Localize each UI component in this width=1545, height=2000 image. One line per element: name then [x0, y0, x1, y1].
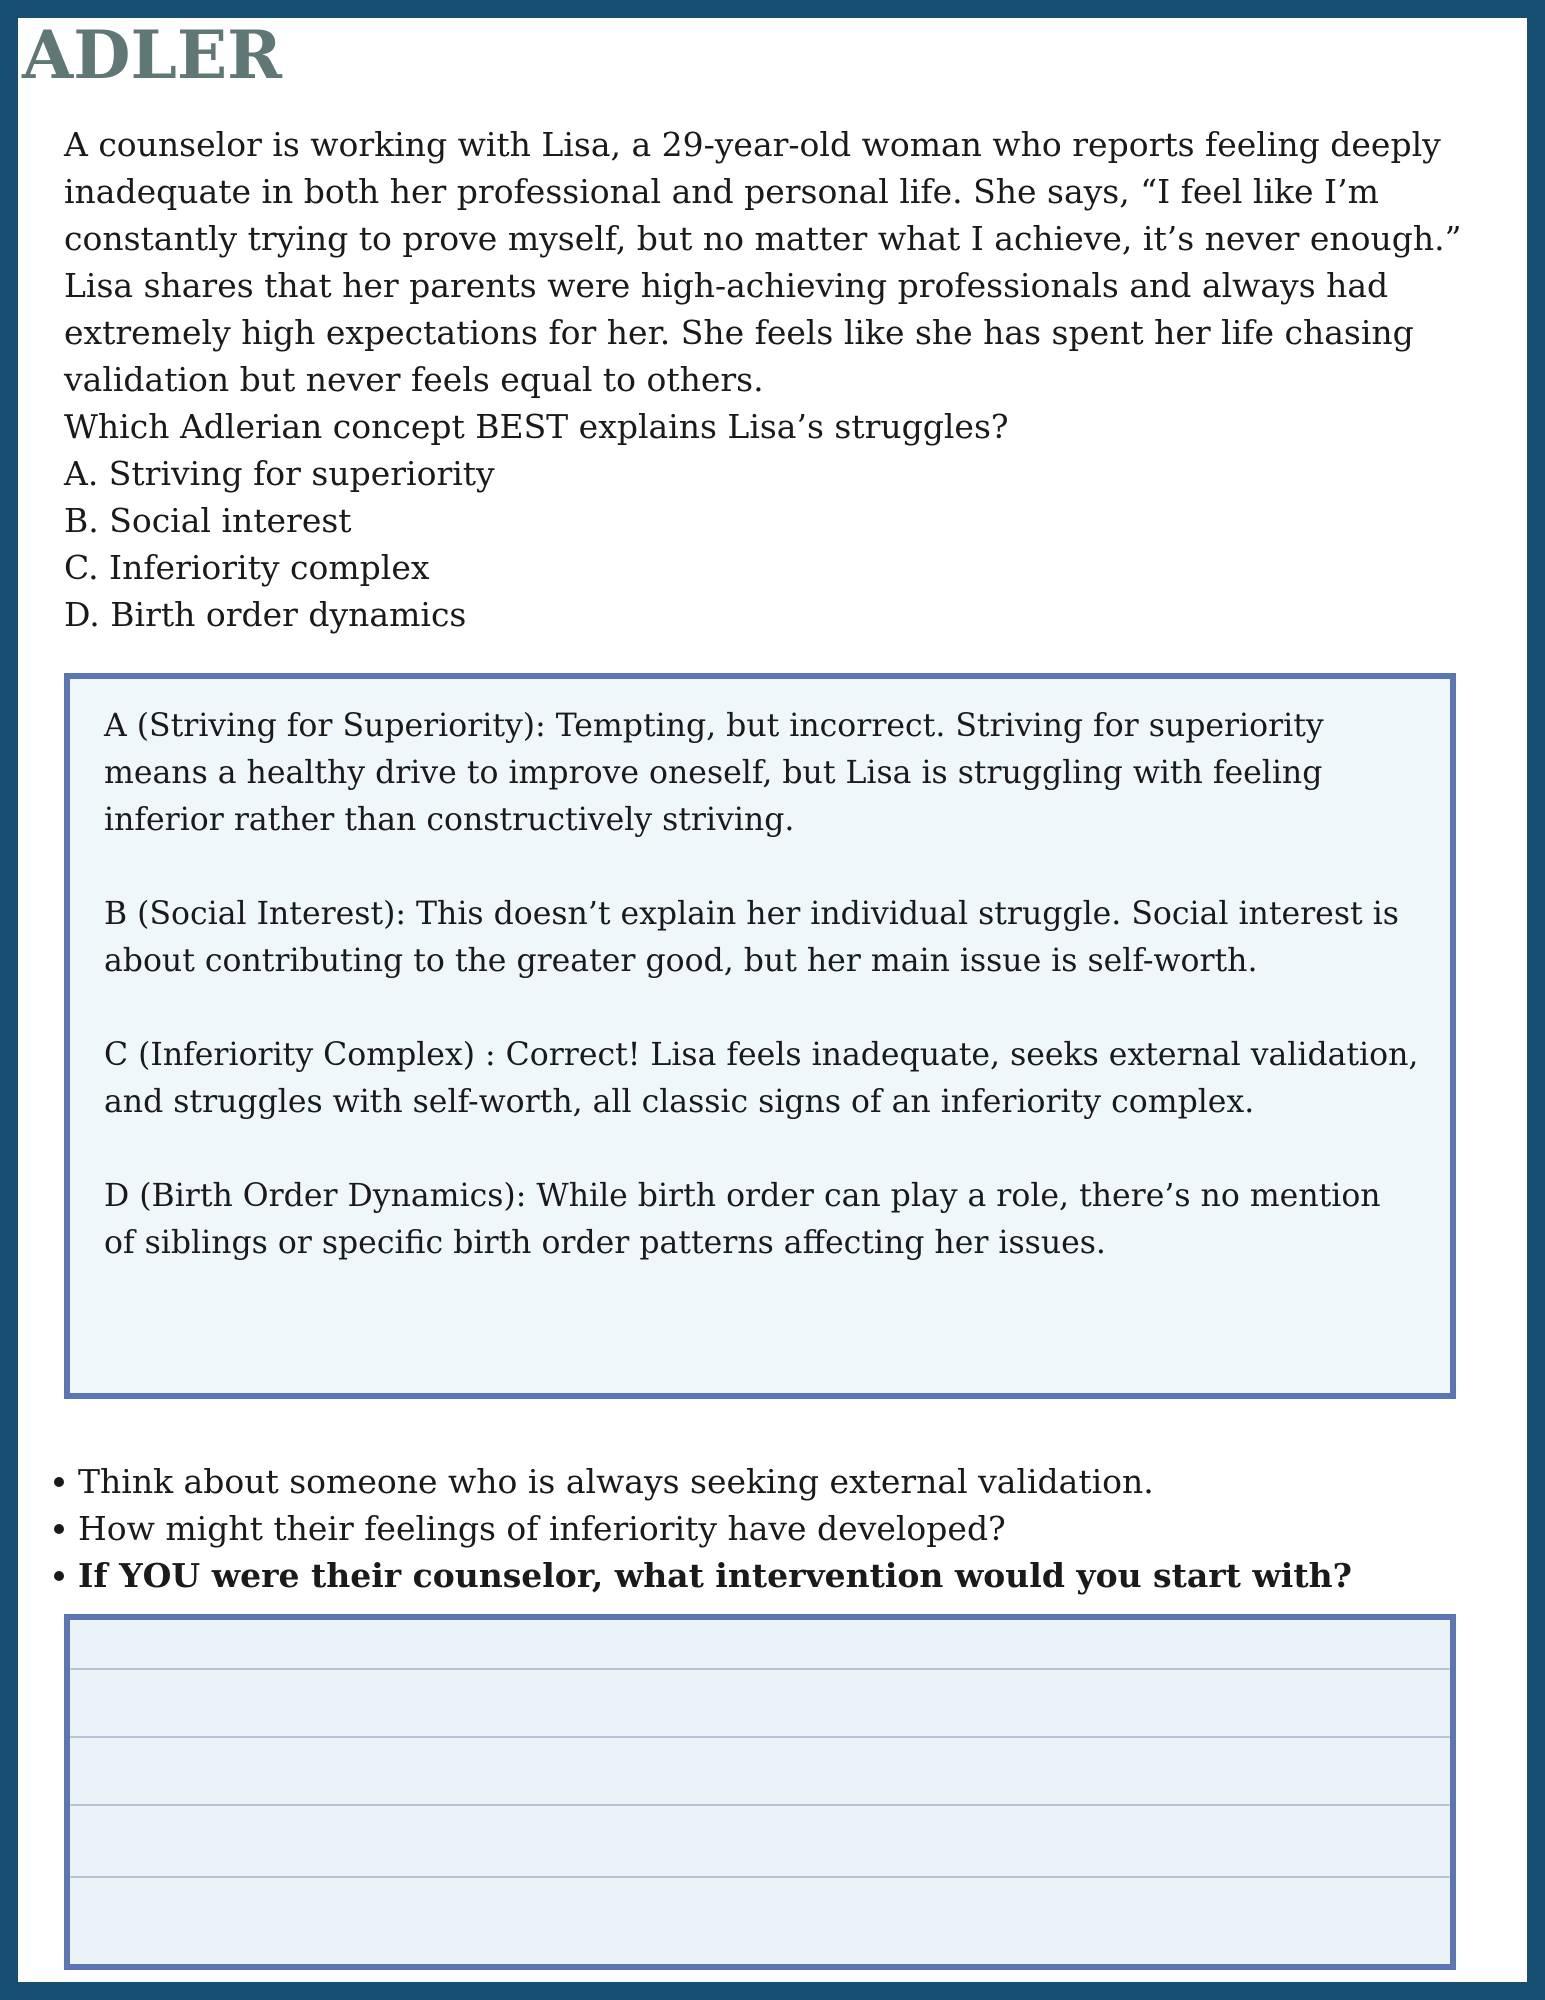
explanation-a: A (Striving for Superiority): Tempting, but incorrect. Striving for superiority means a healthy drive to improve oneself, but Lisa is struggling with feeling inferior rather than constructively striving.	[104, 708, 1324, 838]
answer-options	[64, 450, 1514, 638]
prompt-text: How might their feelings of inferiority have developed?	[78, 1509, 1006, 1548]
option-d: D. Birth order dynamics	[64, 595, 467, 634]
prompt-item	[78, 1458, 1518, 1505]
writing-line	[70, 1736, 1450, 1738]
prompt-text: If YOU were their counselor, what intervention would you start with?	[78, 1556, 1352, 1595]
page-title: ADLER	[22, 18, 283, 94]
case-scenario	[64, 121, 1514, 638]
answer-explanation-box	[64, 673, 1456, 1399]
bullet-icon	[54, 1571, 64, 1581]
response-writing-area[interactable]	[64, 1614, 1456, 1970]
bullet-icon	[54, 1477, 64, 1487]
prompt-text: Think about someone who is always seeking external validation.	[78, 1462, 1154, 1501]
option-a: A. Striving for superiority	[64, 454, 495, 493]
option-c: C. Inferiority complex	[64, 548, 430, 587]
scenario-paragraph: A counselor is working with Lisa, a 29-year-old woman who reports feeling deeply inadequate in both her professional and personal life. She says, “I feel like I’m constantly trying to prove myself, but no matter what I achieve, it’s never enough.” Lisa shares that her parents were high-achieving professionals and always had extremely high expectations for her. She feels like she has spent her life chasing validation but never feels equal to others.	[64, 125, 1462, 399]
reflection-prompts	[78, 1458, 1518, 1599]
writing-line	[70, 1668, 1450, 1670]
worksheet-page	[18, 18, 1527, 1982]
option-b: B. Social interest	[64, 501, 352, 540]
prompt-item	[78, 1552, 1518, 1599]
explanation-d: D (Birth Order Dynamics): While birth order can play a role, there’s no mention of siblings or specific birth order patterns affecting her issues.	[104, 1178, 1381, 1261]
prompt-item	[78, 1505, 1518, 1552]
bullet-icon	[54, 1524, 64, 1534]
explanation-c: C (Inferiority Complex) : Correct! Lisa feels inadequate, seeks external validation, and struggles with self-worth, all classic signs of an inferiority complex.	[104, 1037, 1419, 1120]
writing-line	[70, 1804, 1450, 1806]
explanation-b: B (Social Interest): This doesn’t explain her individual struggle. Social interest is about contributing to the greater good, but her main issue is self-worth.	[104, 896, 1399, 979]
writing-line	[70, 1876, 1450, 1878]
scenario-question: Which Adlerian concept BEST explains Lisa’s struggles?	[64, 407, 1009, 446]
